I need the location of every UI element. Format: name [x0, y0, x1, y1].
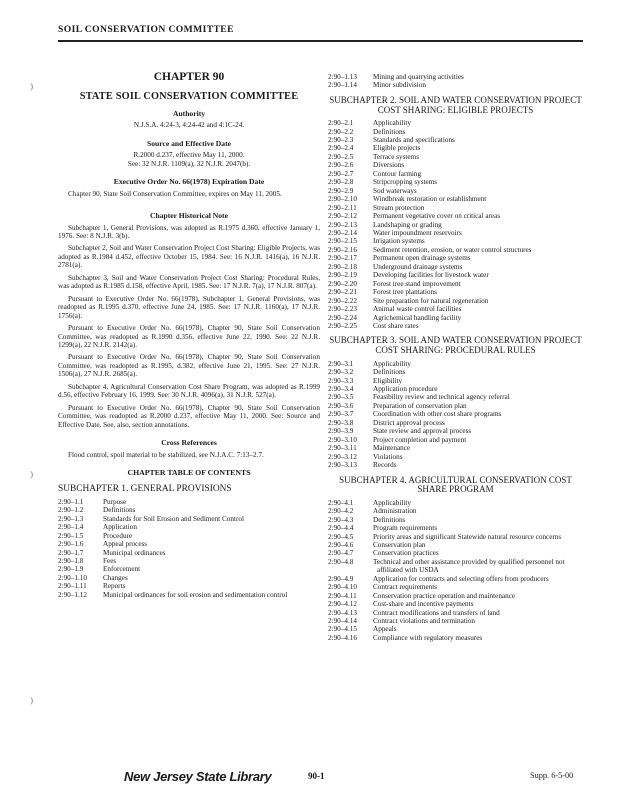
- subchapter-2-list: [328, 119, 583, 330]
- subchapter-2-heading: SUBCHAPTER 2. SOIL AND WATER CONSERVATION PROJECT COST SHARING: ELIGIBLE PROJECTS: [329, 94, 582, 115]
- section-number: 2:90–2.14: [328, 228, 357, 237]
- history-paragraph: Pursuant to Executive Order No. 66(1978), Subchapter 1, General Provisions, was readopted as R.1995 d.370, effective June 24, 1985. See: 17 N.J.R. 1160(a), 17 N.J.R. 1756(a).: [58, 294, 320, 320]
- expiration-heading: Executive Order No. 66(1978) Expiration Date: [113, 177, 265, 187]
- library-stamp: New Jersey State Library: [124, 769, 272, 784]
- section-title: Definitions: [373, 127, 406, 136]
- section-title: Application for contracts and selecting offers from producers: [373, 574, 549, 583]
- toc-entry[interactable]: [328, 119, 583, 127]
- toc-entry[interactable]: [328, 314, 583, 322]
- section-title: Eligible projects: [373, 144, 421, 153]
- history-paragraph: Subchapter 1, General Provisions, was adopted as R.1975 d.360, effective January 1, 1976. See: 8 N.J.R. 3(b).: [58, 223, 320, 240]
- toc-entry[interactable]: [328, 229, 583, 237]
- toc-entry[interactable]: [328, 609, 583, 617]
- section-number: 2:90–3.10: [328, 435, 357, 444]
- toc-entry[interactable]: [328, 305, 583, 313]
- margin-mark: ⁾: [30, 471, 34, 486]
- header-rule: [58, 40, 583, 42]
- section-number: 2:90–4.7: [328, 549, 354, 558]
- toc-entry[interactable]: [328, 625, 583, 633]
- section-number: 2:90–2.23: [328, 305, 357, 314]
- section-title: Windbreak restoration or establishment: [373, 195, 487, 204]
- toc-entry[interactable]: [328, 297, 583, 305]
- section-number: 2:90–1.10: [58, 573, 87, 582]
- section-number: 2:90–4.15: [328, 625, 357, 634]
- section-number: 2:90–3.5: [328, 393, 354, 402]
- toc-entry[interactable]: [328, 153, 583, 161]
- history-paragraph: Pursuant to Executive Order No. 66(1978), Chapter 90, State Soil Conservation Committee, was readopted as R.2000 d.237, effective May 11, 2000. See: Source and Effective Date. See, also, section annotations.: [58, 403, 320, 429]
- section-title: Cost share rates: [373, 321, 419, 330]
- section-title: Program requirements: [373, 524, 438, 533]
- section-title: Stream protection: [373, 203, 425, 212]
- authority-text: N.J.S.A. 4:24-3, 4:24-42 and 4:1C-24.: [133, 121, 245, 130]
- section-number: 2:90–2.15: [328, 237, 357, 246]
- toc-entry[interactable]: [328, 288, 583, 296]
- toc-entry[interactable]: [328, 444, 583, 452]
- section-number: 2:90–2.6: [328, 161, 354, 170]
- section-number: 2:90–4.2: [328, 507, 354, 516]
- toc-entry[interactable]: [328, 507, 583, 515]
- toc-entry[interactable]: [328, 187, 583, 195]
- section-title: Landshaping or grading: [373, 220, 442, 229]
- section-title: Administration: [373, 507, 417, 516]
- margin-mark: ⁾: [30, 83, 34, 98]
- section-title: Compliance with regulatory measures: [373, 633, 483, 642]
- margin-mark: ⁾: [30, 697, 34, 712]
- toc-entry[interactable]: [58, 498, 320, 506]
- section-number: 2:90–1.2: [58, 506, 84, 515]
- section-number: 2:90–1.9: [58, 565, 84, 574]
- subchapter-1-list: [58, 498, 320, 599]
- section-number: 2:90–1.5: [58, 531, 84, 540]
- section-title: Mining and quarrying activities: [373, 73, 464, 81]
- section-title: Conservation plan: [373, 540, 426, 549]
- section-title: Definitions: [373, 368, 406, 377]
- toc-entry[interactable]: [328, 402, 583, 410]
- right-column: [328, 73, 583, 642]
- section-number: 2:90–2.17: [328, 254, 357, 263]
- section-title: Conservation practices: [373, 549, 439, 558]
- subchapter-1-list-cont: [328, 73, 583, 90]
- section-title: Permanent open drainage systems: [373, 254, 471, 263]
- section-number: 2:90–1.14: [328, 81, 357, 90]
- section-number: 2:90–3.1: [328, 359, 354, 368]
- toc-entry[interactable]: [58, 557, 320, 565]
- section-title: Applicability: [373, 119, 411, 128]
- toc-entry[interactable]: [328, 377, 583, 385]
- section-title: Contour farming: [373, 169, 422, 178]
- section-title: Procedure: [103, 531, 133, 540]
- toc-entry[interactable]: [58, 574, 320, 582]
- section-number: 2:90–4.14: [328, 617, 357, 626]
- toc-entry[interactable]: [328, 73, 583, 81]
- toc-entry[interactable]: [328, 524, 583, 532]
- section-title: Appeals: [373, 625, 397, 634]
- toc-entry[interactable]: [328, 136, 583, 144]
- toc-entry[interactable]: [328, 254, 583, 262]
- section-number: 2:90–4.6: [328, 540, 354, 549]
- subchapter-4-list: [328, 499, 583, 643]
- cross-references-heading: Cross References: [161, 438, 217, 448]
- toc-entry[interactable]: [328, 280, 583, 288]
- supplement-date: Supp. 6-5-00: [530, 771, 574, 780]
- source-heading: Source and Effective Date: [146, 138, 231, 148]
- section-number: 2:90–4.10: [328, 583, 357, 592]
- section-title: Contract modifications and transfers of land: [373, 608, 500, 617]
- section-number: 2:90–4.5: [328, 532, 354, 541]
- section-title: Contract requirements: [373, 583, 438, 592]
- toc-entry[interactable]: [328, 170, 583, 178]
- section-title: Animal waste control facilities: [373, 305, 462, 314]
- toc-entry[interactable]: [328, 541, 583, 549]
- section-number: 2:90–3.4: [328, 384, 354, 393]
- section-number: 2:90–3.12: [328, 452, 357, 461]
- section-title: Minor subdivision: [373, 81, 426, 90]
- toc-entry[interactable]: [328, 436, 583, 444]
- section-title: Records: [373, 461, 397, 470]
- subchapter-4-heading: SUBCHAPTER 4. AGRICULTURAL CONSERVATION COST SHARE PROGRAM: [339, 474, 572, 495]
- toc-entry[interactable]: [328, 178, 583, 186]
- authority-heading: Authority: [172, 108, 206, 118]
- section-title: Standards for Soil Erosion and Sediment Control: [103, 514, 244, 523]
- running-header: SOIL CONSERVATION COMMITTEE: [58, 24, 234, 35]
- subchapter-3-list: [328, 360, 583, 470]
- toc-entry[interactable]: [328, 204, 583, 212]
- toc-entry[interactable]: [328, 499, 583, 507]
- section-title: Municipal ordinances for soil erosion and sedimentation control: [103, 590, 288, 599]
- section-title: Agrichemical handling facility: [373, 313, 462, 322]
- section-number: 2:90–1.7: [58, 548, 84, 557]
- toc-entry[interactable]: [58, 591, 320, 599]
- history-paragraph: Subchapter 4, Agricultural Conservation Cost Share Program, was adopted as R.1999 d.56, effective February 16, 1999. See: 30 N.J.R. 4096(a), 31 N.J.R. 527(a).: [58, 382, 320, 400]
- section-number: 2:90–2.4: [328, 144, 354, 153]
- toc-entry[interactable]: [328, 271, 583, 279]
- section-number: 2:90–2.21: [328, 288, 357, 297]
- toc-entry[interactable]: [328, 385, 583, 393]
- section-title: Permanent vegetative cover on critical areas: [373, 212, 501, 221]
- section-number: 2:90–4.13: [328, 608, 357, 617]
- section-number: 2:90–4.4: [328, 524, 354, 533]
- section-number: 2:90–1.4: [58, 523, 84, 532]
- toc-entry[interactable]: [328, 360, 583, 368]
- section-number: 2:90–2.25: [328, 321, 357, 330]
- toc-entry[interactable]: [328, 246, 583, 254]
- section-title: Developing facilities for livestock water: [373, 271, 489, 280]
- toc-entry[interactable]: [58, 523, 320, 531]
- section-number: 2:90–2.12: [328, 212, 357, 221]
- section-number: 2:90–1.3: [58, 514, 84, 523]
- section-number: 2:90–4.1: [328, 498, 354, 507]
- toc-entry[interactable]: [328, 453, 583, 461]
- section-title: Purpose: [103, 497, 127, 506]
- history-notes: [58, 224, 320, 430]
- toc-entry[interactable]: [58, 549, 320, 557]
- page-number: 90-1: [308, 771, 325, 781]
- section-number: 2:90–1.8: [58, 557, 84, 566]
- toc-entry[interactable]: [328, 592, 583, 600]
- toc-entry[interactable]: [328, 195, 583, 203]
- left-column: [58, 73, 320, 599]
- section-number: 2:90–2.20: [328, 279, 357, 288]
- toc-entry[interactable]: [328, 549, 583, 557]
- section-title: Site preparation for natural regeneration: [373, 296, 489, 305]
- section-number: 2:90–2.13: [328, 220, 357, 229]
- section-title: Applicability: [373, 359, 411, 368]
- toc-entry[interactable]: [328, 368, 583, 376]
- section-title: Maintenance: [373, 444, 411, 453]
- toc-entry[interactable]: [58, 506, 320, 514]
- section-number: 2:90–1.6: [58, 540, 84, 549]
- toc-entry[interactable]: [328, 263, 583, 271]
- section-title: Sediment retention, erosion, or water control structures: [373, 245, 532, 254]
- toc-entry[interactable]: [58, 582, 320, 590]
- section-title: Cost-share and incentive payments: [373, 600, 474, 609]
- section-number: 2:90–1.12: [58, 590, 87, 599]
- section-title: Reports: [103, 582, 126, 591]
- section-title: Fees: [103, 557, 117, 566]
- section-number: 2:90–2.19: [328, 271, 357, 280]
- toc-entry[interactable]: [328, 583, 583, 591]
- toc-entry[interactable]: [328, 533, 583, 541]
- section-number: 2:90–2.24: [328, 313, 357, 322]
- section-title: Sod waterways: [373, 186, 417, 195]
- section-title: Diversions: [373, 161, 405, 170]
- source-text: R.2000 d.237, effective May 11, 2000. See: 32 N.J.R. 1109(a), 32 N.J.R. 2047(b).: [127, 151, 251, 168]
- section-number: 2:90–1.1: [58, 497, 84, 506]
- section-title: Appeal process: [103, 540, 148, 549]
- section-number: 2:90–3.13: [328, 461, 357, 470]
- section-title: Conservation practice operation and maintenance: [373, 591, 516, 600]
- toc-entry[interactable]: [328, 410, 583, 418]
- toc-entry[interactable]: [328, 322, 583, 330]
- toc-entry[interactable]: [328, 461, 583, 469]
- expiration-text: Chapter 90, State Soil Conservation Committee, expires on May 11, 2005.: [68, 189, 282, 198]
- section-number: 2:90–2.3: [328, 136, 354, 144]
- toc-entry[interactable]: [58, 532, 320, 540]
- section-title: Application: [103, 523, 137, 532]
- section-number: 2:90–3.2: [328, 368, 354, 377]
- subchapter-1-heading: SUBCHAPTER 1. GENERAL PROVISIONS: [58, 484, 232, 495]
- section-title: State review and approval process: [373, 427, 472, 436]
- section-title: Municipal ordinances: [103, 548, 166, 557]
- history-heading: Chapter Historical Note: [150, 211, 228, 221]
- section-title: Contract violations and termination: [373, 617, 476, 626]
- toc-entry[interactable]: [328, 419, 583, 427]
- section-title: Project completion and payment: [373, 435, 467, 444]
- toc-entry[interactable]: [58, 515, 320, 523]
- section-title: Irrigation systems: [373, 237, 425, 246]
- section-title: Technical and other assistance provided by qualified personnel not affiliated with USDA: [373, 557, 565, 575]
- toc-entry[interactable]: [328, 634, 583, 642]
- toc-entry[interactable]: [328, 393, 583, 401]
- cross-references-text: Flood control, spoil material to be stabilized, see N.J.A.C. 7:13–2.7.: [68, 450, 264, 459]
- toc-entry[interactable]: [328, 81, 583, 89]
- section-number: 2:90–2.5: [328, 152, 354, 161]
- section-title: Changes: [103, 573, 128, 582]
- section-number: 2:90–2.16: [328, 245, 357, 254]
- toc-entry[interactable]: [58, 540, 320, 548]
- toc-entry[interactable]: [328, 128, 583, 136]
- section-number: 2:90–3.7: [328, 410, 354, 419]
- section-number: 2:90–2.1: [328, 119, 354, 128]
- section-number: 2:90–2.9: [328, 186, 354, 195]
- toc-entry[interactable]: [328, 600, 583, 608]
- toc-entry[interactable]: [328, 221, 583, 229]
- section-number: 2:90–2.11: [328, 203, 357, 212]
- section-title: District approval process: [373, 418, 445, 427]
- section-title: Enforcement: [103, 565, 141, 574]
- section-number: 2:90–1.11: [58, 582, 87, 591]
- section-number: 2:90–4.8: [328, 557, 354, 566]
- section-title: Eligibility: [373, 376, 403, 385]
- chapter-number: CHAPTER 90: [153, 71, 225, 83]
- section-number: 2:90–1.13: [328, 73, 357, 81]
- toc-entry[interactable]: [58, 565, 320, 573]
- toc-entry[interactable]: [328, 558, 583, 575]
- section-number: 2:90–2.2: [328, 127, 354, 136]
- section-number: 2:90–3.9: [328, 427, 354, 436]
- section-number: 2:90–2.22: [328, 296, 357, 305]
- toc-entry[interactable]: [328, 617, 583, 625]
- history-paragraph: Subchapter 2, Soil and Water Conservation Project Cost Sharing: Eligible Projects, was adopted as R.1984 d.452, effective October 15, 1984. See: 16 N.J.R. 1416(a), 16 N.J.R. 2781(a).: [58, 244, 320, 270]
- section-title: Application procedure: [373, 384, 438, 393]
- section-title: Priority areas and significant Statewide natural resource concerns: [373, 532, 562, 541]
- section-number: 2:90–3.6: [328, 401, 354, 410]
- section-title: Preparation of conservation plan: [373, 401, 467, 410]
- section-title: Forest tree plantations: [373, 288, 437, 297]
- section-title: Feasibility review and technical agency referral: [373, 393, 510, 402]
- section-number: 2:90–4.12: [328, 600, 357, 609]
- toc-heading: CHAPTER TABLE OF CONTENTS: [127, 467, 251, 477]
- section-number: 2:90–4.3: [328, 515, 354, 524]
- section-number: 2:90–2.10: [328, 195, 357, 204]
- section-title: Stripcropping systems: [373, 178, 438, 187]
- section-title: Underground drainage systems: [373, 262, 463, 271]
- toc-entry[interactable]: [328, 144, 583, 152]
- section-title: Violations: [373, 452, 403, 461]
- section-title: Forest tree stand improvement: [373, 279, 461, 288]
- history-paragraph: Pursuant to Executive Order No. 66(1978), Chapter 90, State Soil Conservation Committee, was readopted as R.1990 d.356, effective June 22, 1990. See: 22 N.J.R. 1299(a), 22 N.J.R. 2142(a).: [58, 324, 320, 349]
- toc-entry[interactable]: [328, 212, 583, 220]
- section-number: 2:90–4.16: [328, 633, 357, 642]
- section-title: Applicability: [373, 498, 411, 507]
- history-paragraph: Subchapter 3, Soil and Water Conservation Project Cost Sharing: Procedural Rules, was adopted as R.1985 d.158, effective April, 1985. See: 17 N.J.R. 7(a), 17 N.J.R. 807(a).: [58, 273, 320, 291]
- toc-entry[interactable]: [328, 427, 583, 435]
- section-title: Terrace systems: [373, 152, 419, 161]
- section-number: 2:90–3.8: [328, 418, 354, 427]
- section-number: 2:90–3.11: [328, 444, 357, 453]
- section-title: Water impoundment reservoirs: [373, 228, 462, 237]
- toc-entry[interactable]: [328, 516, 583, 524]
- section-number: 2:90–2.18: [328, 262, 357, 271]
- toc-entry[interactable]: [328, 237, 583, 245]
- section-title: Standards and specifications: [373, 136, 455, 144]
- section-title: Definitions: [103, 506, 136, 515]
- toc-entry[interactable]: [328, 575, 583, 583]
- section-number: 2:90–3.3: [328, 376, 354, 385]
- section-number: 2:90–4.11: [328, 591, 357, 600]
- toc-entry[interactable]: [328, 161, 583, 169]
- section-number: 2:90–4.9: [328, 574, 354, 583]
- chapter-title: STATE SOIL CONSERVATION COMMITTEE: [79, 91, 299, 103]
- section-number: 2:90–2.7: [328, 169, 354, 178]
- history-paragraph: Pursuant to Executive Order No. 66(1978), Chapter 90, State Soil Conservation Committee, was readopted as R.1995, d.382, effective June 21, 1995. See: 27 N.J.R. 1506(a), 27 N.J.R. 2685(a).: [58, 353, 320, 379]
- section-title: Coordination with other cost share programs: [373, 410, 502, 419]
- subchapter-3-heading: SUBCHAPTER 3. SOIL AND WATER CONSERVATION PROJECT COST SHARING: PROCEDURAL RULES: [329, 335, 582, 356]
- section-number: 2:90–2.8: [328, 178, 354, 187]
- section-title: Definitions: [373, 515, 406, 524]
